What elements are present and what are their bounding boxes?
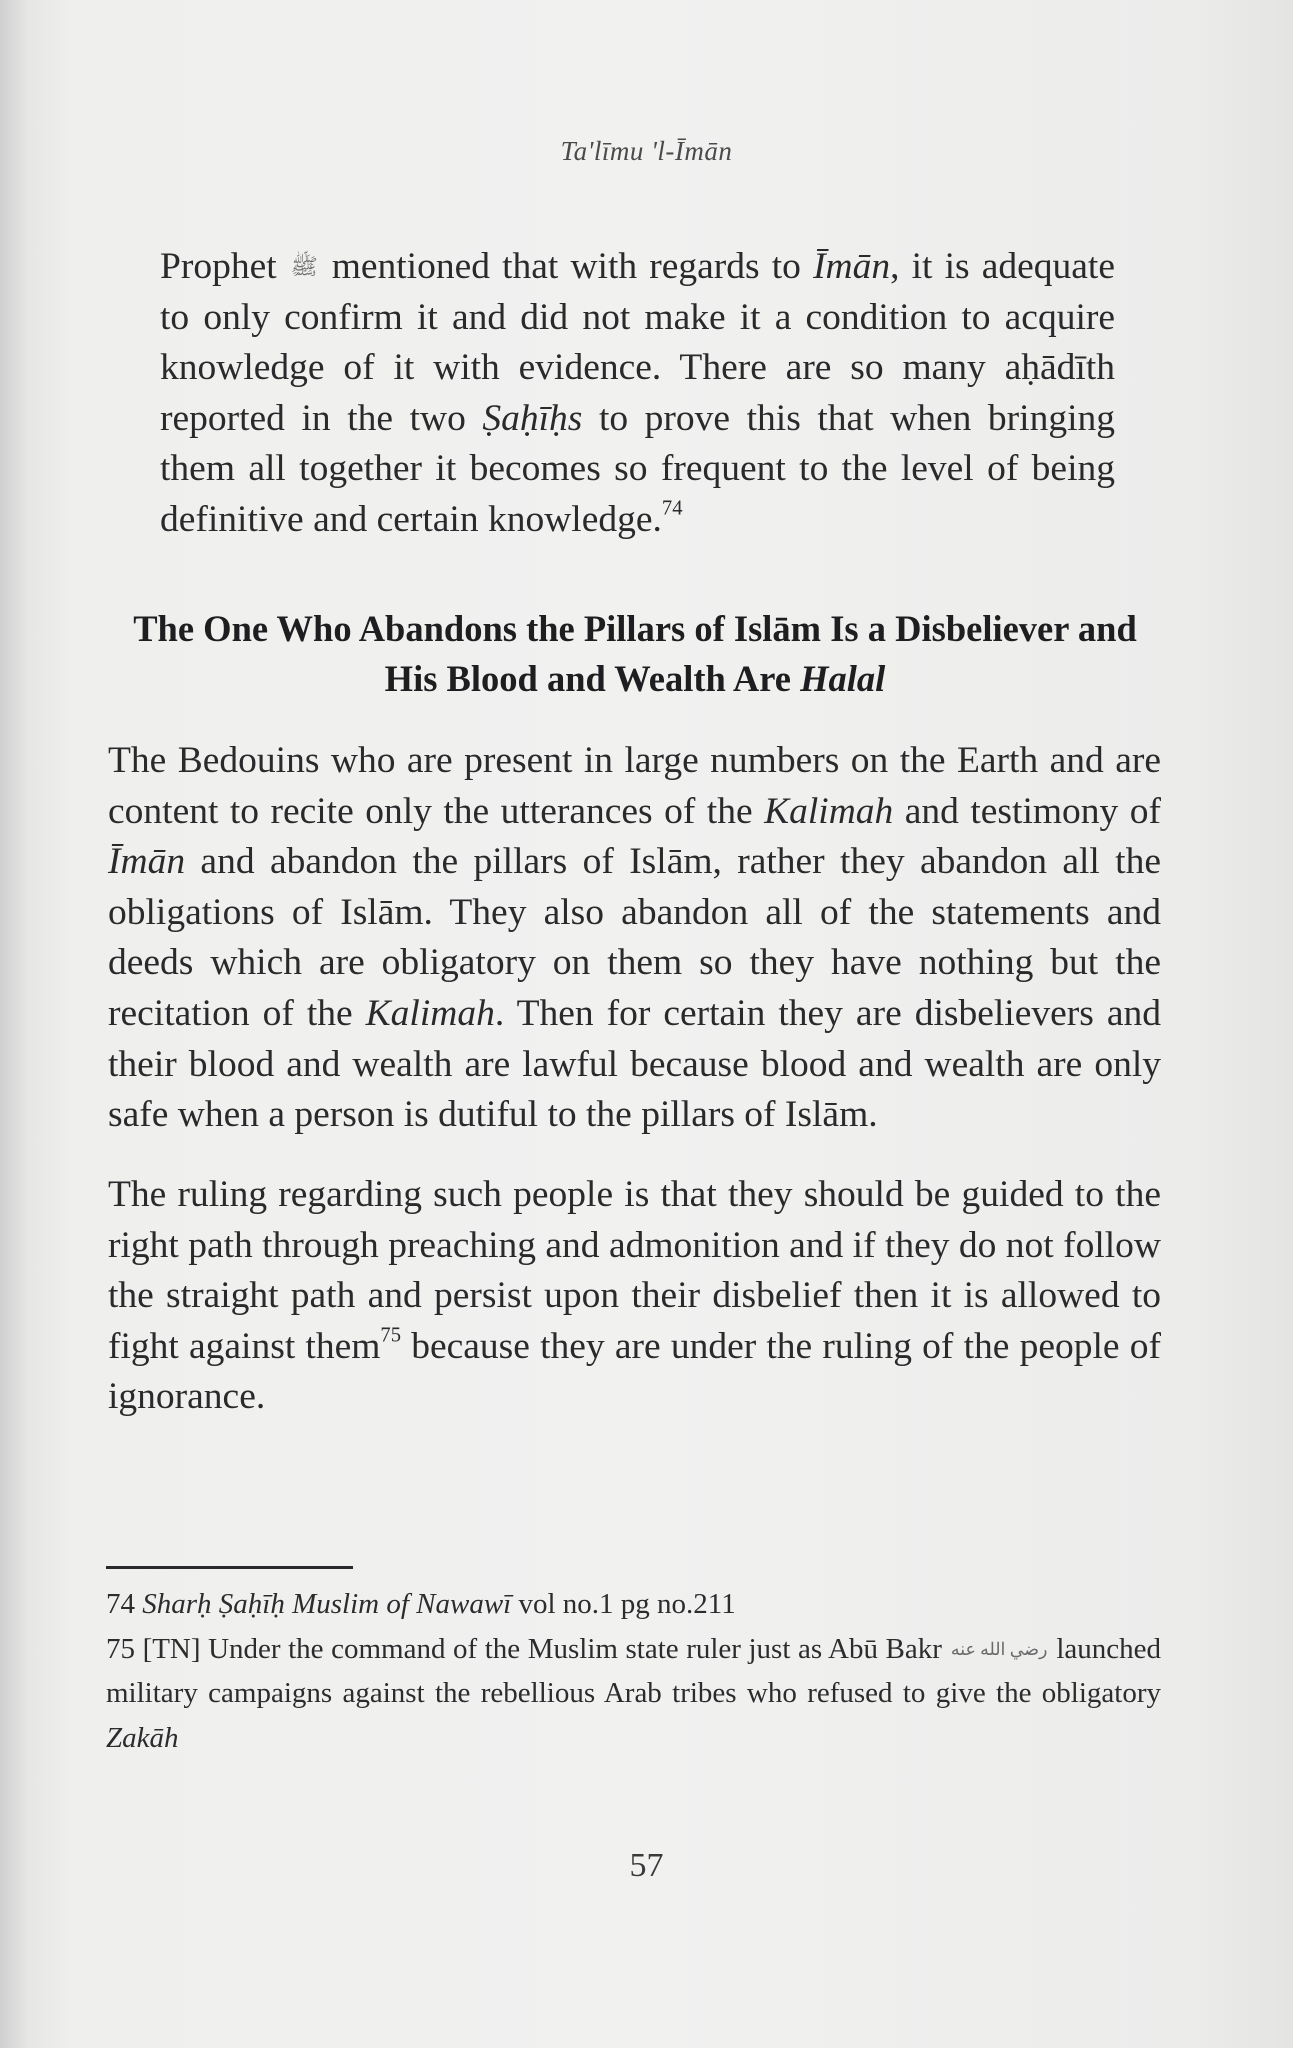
radiallahu-honorific-icon: رضي الله عنه bbox=[950, 1638, 1048, 1659]
footnote-separator bbox=[106, 1566, 353, 1569]
paragraph-continuation: Prophet ﷺ mentioned that with regards to Īmān, it is adequate to only confirm it and did not make it a condition to acquire knowledge of it with evidence. There are so many aḥādīth reported in the two Ṣaḥīḥs to prove this that when bringing them all together it becomes so frequent to the level of being definitive and certain knowledge.$^{74}$ bbox=[160, 242, 1115, 546]
footnote-ref-75[interactable]: 75 bbox=[380, 1324, 402, 1347]
footnote-ref-74[interactable]: 74 bbox=[661, 497, 683, 520]
footnote-75: 75 [TN] Under the command of the Muslim state ruler just as Abū Bakr رضي الله عنه launched military campaigns against the rebellious Arab tribes who refused to give the obligatory Zakāh bbox=[106, 1627, 1161, 1761]
body-paragraph-2: The ruling regarding such people is that they should be guided to the right path through preaching and admonition and if they do not follow the straight path and persist upon their disbelief then it is allowed to fight against them$^{75}$ because they are under the ruling of the people of ignorance. bbox=[108, 1174, 1161, 1418]
salawat-honorific-icon: ﷺ bbox=[290, 254, 318, 279]
section-heading: The One Who Abandons the Pillars of Islām Is a Disbeliever and His Blood and Wealth Are Halal bbox=[133, 608, 1137, 699]
body-paragraph-1: The Bedouins who are present in large numbers on the Earth and are content to recite only the utterances of the Kalimah and testimony of Īmān and abandon the pillars of Islām, rather they abandon all the obligations of Islām. They also abandon all of the statements and deeds which are obligatory on them so they have nothing but the recitation of the Kalimah. Then for certain they are disbelievers and their blood and wealth are lawful because blood and wealth are only safe when a person is dutiful to the pillars of Islām. bbox=[108, 740, 1161, 1136]
footnote-74: 74 Sharḥ Ṣaḥīḥ Muslim of Nawawī vol no.1 pg no.211 bbox=[106, 1588, 736, 1620]
page-number: 57 bbox=[629, 1847, 664, 1884]
footnotes bbox=[106, 1582, 1161, 1760]
running-head: Ta'līmu 'l-Īmān bbox=[560, 136, 733, 166]
